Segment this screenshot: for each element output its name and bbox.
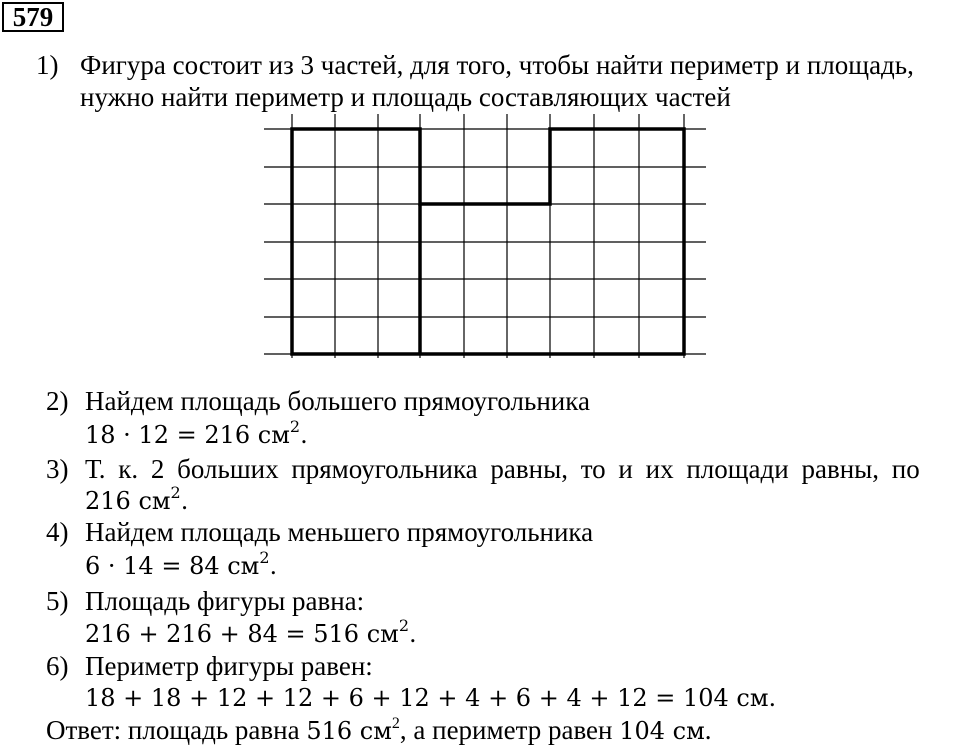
grid-lines xyxy=(264,114,706,358)
step-6-number: 6) xyxy=(46,651,69,681)
step-4-number: 4) xyxy=(46,517,69,547)
step-6-text: Периметр фигуры равен: xyxy=(85,651,373,681)
step-2-formula: 18 · 12 = 216 $см^2$. xyxy=(85,417,308,449)
step-1-number: 1) xyxy=(36,50,59,80)
answer-line: Ответ: площадь равна 516 $см^2$, а периметр равен 104 см. xyxy=(46,715,712,745)
step-5-formula: 216 + 216 + 84 = 516 $см^2$. xyxy=(85,616,417,648)
step-3-formula: 216 $см^2$. xyxy=(85,483,189,515)
step-1-text-line-2: нужно найти периметр и площадь составляющих частей xyxy=(80,82,731,112)
step-4-formula: 6 · 14 = 84 $см^2$. xyxy=(85,548,278,580)
step-1-text-line-1: Фигура состоит из 3 частей, для того, чтобы найти периметр и площадь, xyxy=(80,50,914,80)
step-5-text: Площадь фигуры равна: xyxy=(85,586,365,616)
step-6-formula: 18 + 18 + 12 + 12 + 6 + 12 + 4 + 6 + 4 + 12 = 104 см. xyxy=(85,684,777,712)
step-2-number: 2) xyxy=(46,386,69,416)
grid-figure xyxy=(262,112,708,360)
step-4-text: Найдем площадь меньшего прямоугольника xyxy=(85,517,594,547)
step-3-text: Т. к. 2 больших прямоугольника равны, то и их площади равны, по xyxy=(85,454,920,484)
problem-number: 579 xyxy=(2,2,64,32)
step-2-text: Найдем площадь большего прямоугольника xyxy=(85,386,590,416)
step-3-number: 3) xyxy=(46,454,69,484)
step-5-number: 5) xyxy=(46,586,69,616)
